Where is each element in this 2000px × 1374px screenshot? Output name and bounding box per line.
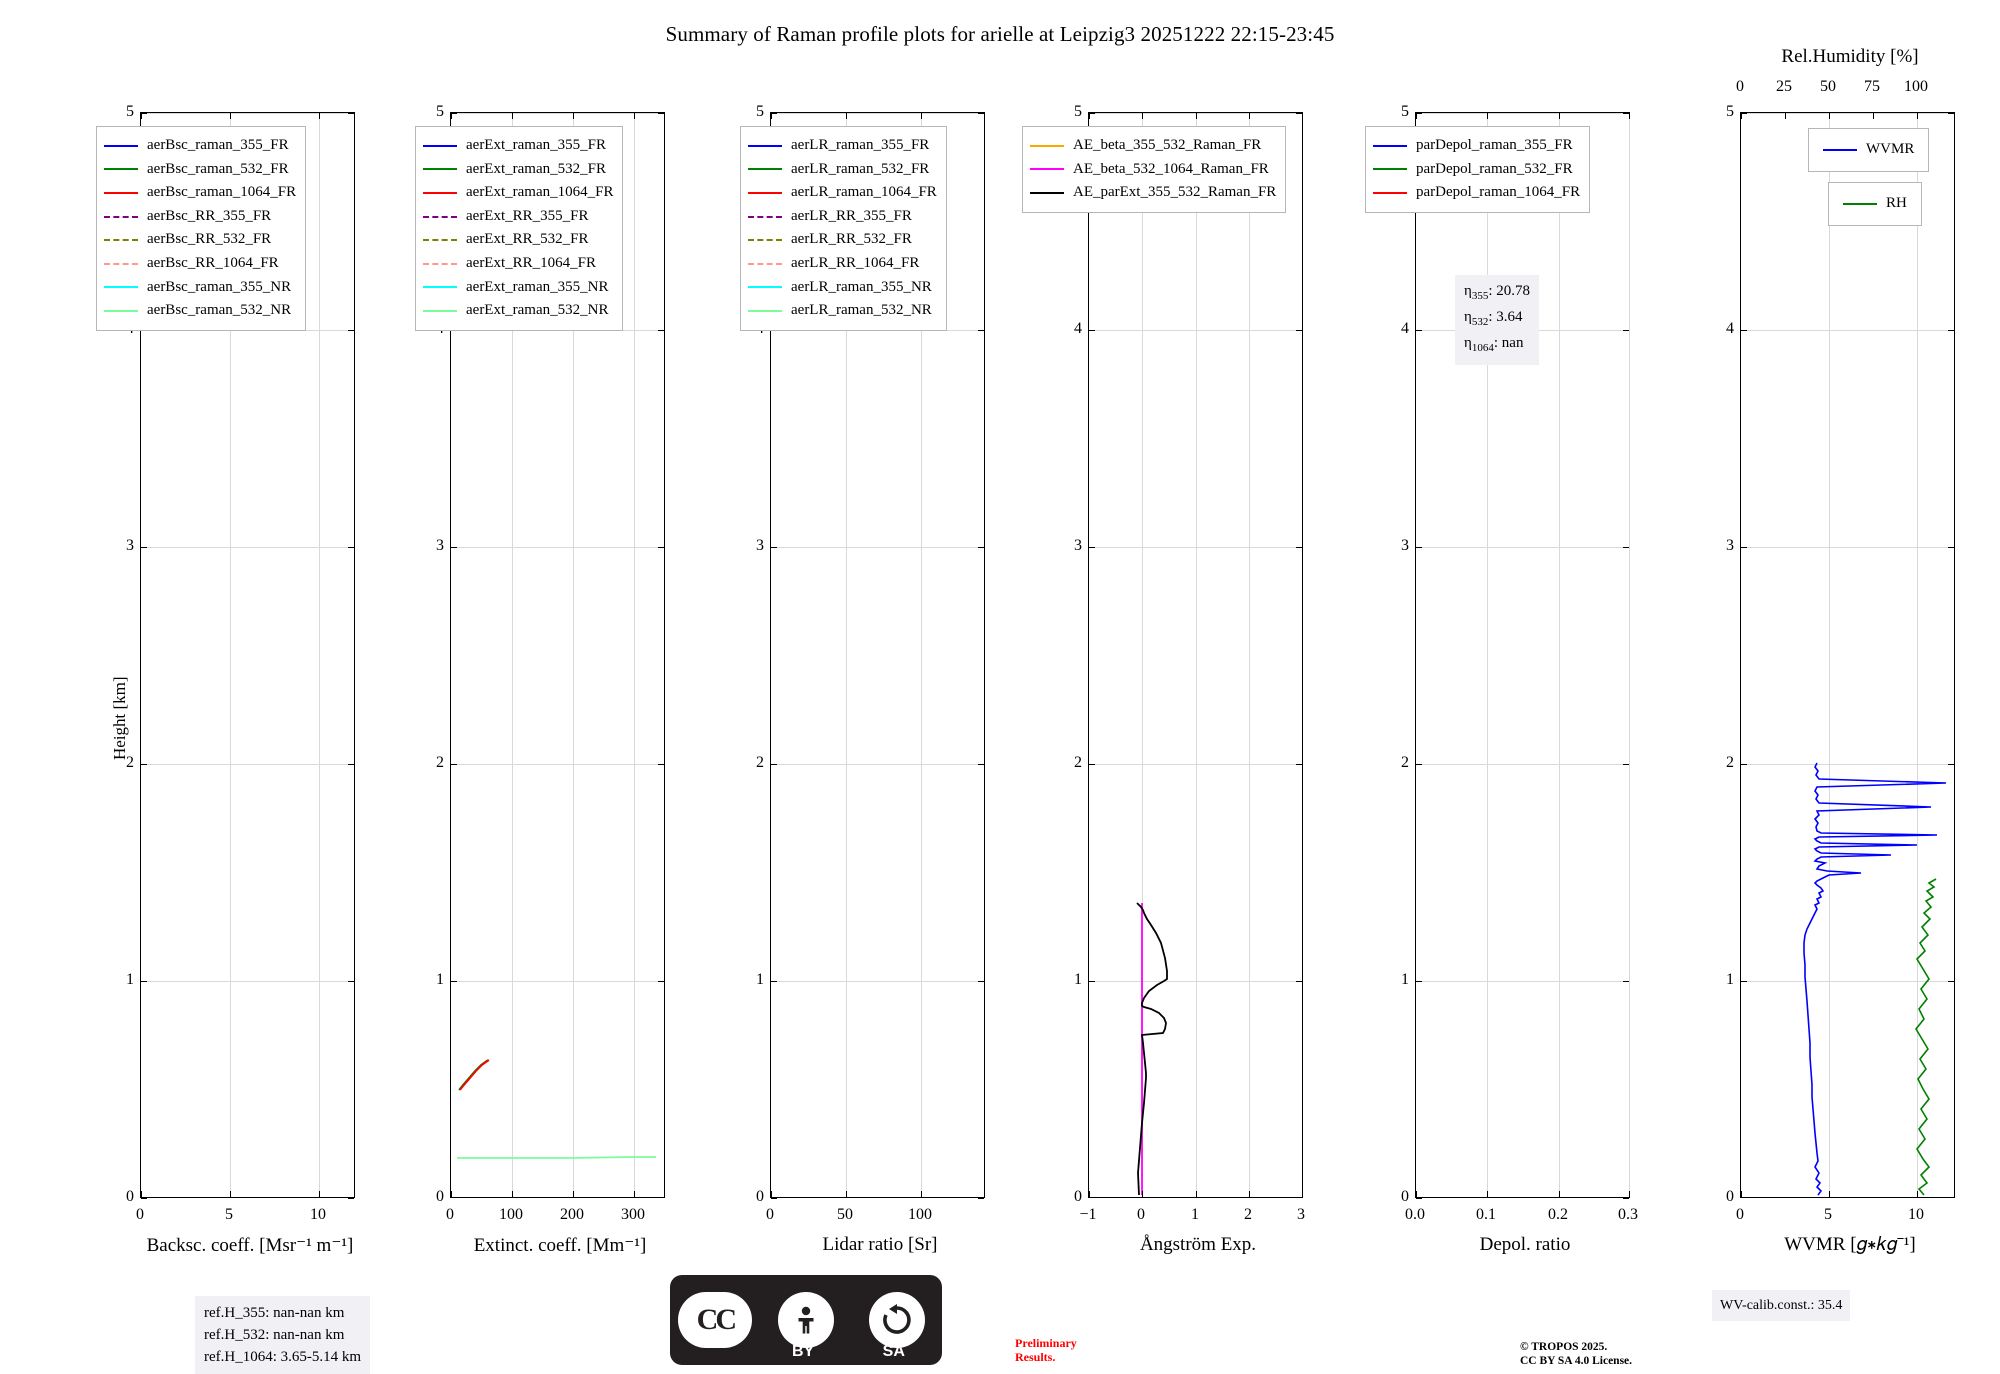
y-axis-label: Height [km] [110, 676, 129, 760]
lidar-ratio-xtick-0: 0 [766, 1206, 774, 1223]
wvmr-xtick-0: 0 [1736, 1206, 1744, 1223]
rh-xtick-1: 25 [1776, 78, 1792, 95]
legend-item[interactable] [423, 299, 613, 323]
legend-item[interactable] [748, 252, 937, 276]
angstroem-ytick-5: 5 [1074, 103, 1082, 120]
depol-ratio-ytick-5: 5 [1401, 103, 1409, 120]
legend-swatch-aerExt-raman-532-FR [423, 168, 457, 170]
legend-item[interactable] [748, 205, 937, 229]
wvmr-axes [1740, 112, 1955, 1198]
wvmr-legend [1808, 128, 1929, 172]
legend-item[interactable] [748, 181, 937, 205]
legend-item[interactable] [1373, 181, 1580, 205]
legend-swatch-aerBsc-RR-1064-FR [104, 263, 138, 265]
angstroem-data-lines [1089, 113, 1303, 1198]
wv-calib-note [1712, 1290, 1850, 1321]
legend-label: aerExt_raman_532_NR [466, 302, 609, 319]
legend-label: aerLR_RR_532_FR [791, 231, 912, 248]
lidar-ratio-ytick-1: 1 [756, 971, 764, 988]
extinction-xtick-3: 300 [621, 1206, 645, 1223]
legend-label: AE_beta_355_532_Raman_FR [1073, 137, 1262, 153]
legend-label: aerExt_raman_1064_FR [466, 184, 614, 201]
legend-item[interactable] [104, 228, 296, 252]
page-title: Summary of Raman profile plots for arielle at Leipzig3 20251222 22:15-23:45 [665, 22, 1335, 46]
legend-label: aerLR_RR_1064_FR [791, 254, 920, 271]
legend-label: aerBsc_raman_1064_FR [147, 184, 297, 201]
angstroem-axis-title: Ångström Exp. [1139, 1234, 1257, 1255]
cc-by-caption: BY [791, 1343, 815, 1360]
legend-swatch-aerExt-RR-1064-FR [423, 263, 457, 265]
lidar-ratio-ytick-3: 3 [756, 537, 764, 554]
legend-swatch-aerExt-RR-355-FR [423, 216, 457, 218]
extinction-ytick-2: 2 [436, 754, 444, 771]
cc-sa-caption: SA [882, 1343, 905, 1360]
eta-355-value: 20.78 [1496, 283, 1531, 299]
legend-item[interactable] [104, 252, 296, 276]
legend-swatch-AE-beta-355-532-Raman-FR [1030, 145, 1064, 147]
rh-xtick-0: 0 [1736, 78, 1744, 95]
legend-label: aerLR_raman_532_FR [791, 160, 930, 177]
wvmr-axis-title: WVMR [𝑔∗𝑘𝑔⁻¹] [1784, 1234, 1916, 1255]
legend-label: aerBsc_raman_532_FR [147, 160, 289, 177]
angstroem-xtick-4: 3 [1297, 1206, 1305, 1223]
legend-swatch-aerLR-raman-355-FR [748, 145, 782, 147]
wvmr-ytick-4: 4 [1726, 320, 1734, 337]
legend-item[interactable] [1823, 137, 1914, 163]
legend-swatch-aerLR-RR-355-FR [748, 216, 782, 218]
legend-item[interactable] [1030, 134, 1276, 158]
eta-355-row: $\eta_{355}$: 20.78 [1464, 283, 1531, 302]
legend-item[interactable] [104, 158, 296, 182]
legend-swatch-aerBsc-raman-532-NR [104, 310, 138, 312]
legend-item[interactable] [104, 181, 296, 205]
legend-item[interactable] [423, 134, 613, 158]
legend-label: aerBsc_raman_532_NR [147, 302, 292, 319]
eta-532-row: $\eta_{532}$: 3.64 [1464, 309, 1523, 328]
depol-ratio-legend [1365, 126, 1590, 213]
extinction-ytick-3: 3 [436, 537, 444, 554]
depol-ratio-ytick-3: 3 [1401, 537, 1409, 554]
backscatter-xtick-1: 5 [225, 1206, 233, 1223]
depol-ratio-ytick-0: 0 [1401, 1188, 1409, 1205]
legend-label: aerBsc_RR_355_FR [147, 207, 272, 224]
wvmr-xtick-1: 5 [1824, 1206, 1832, 1223]
lidar-ratio-ytick-2: 2 [756, 754, 764, 771]
depol-ratio-ytick-1: 1 [1401, 971, 1409, 988]
legend-label: aerLR_raman_532_NR [791, 302, 932, 319]
legend-label: aerExt_RR_532_FR [466, 231, 589, 248]
extinction-xtick-0: 0 [446, 1206, 454, 1223]
lidar-ratio-xtick-2: 100 [908, 1206, 932, 1223]
extinction-ytick-5: 5 [436, 103, 444, 120]
lidar-ratio-xtick-1: 50 [837, 1206, 853, 1223]
ref-h-355: ref.H_355: nan-nan km [204, 1305, 345, 1321]
legend-swatch-RH [1843, 203, 1877, 205]
extinction-axis-title: Extinct. coeff. [Mm⁻¹] [473, 1235, 647, 1256]
share-alike-icon [869, 1292, 925, 1348]
eta-1064-value: nan [1501, 335, 1524, 351]
legend-item[interactable] [104, 205, 296, 229]
angstroem-xtick-2: 1 [1191, 1206, 1199, 1223]
ref-h-1064: ref.H_1064: 3.65-5.14 km [204, 1349, 362, 1365]
backscatter-axis-title: Backsc. coeff. [Msr⁻¹ m⁻¹] [146, 1235, 354, 1256]
backscatter-xtick-2: 10 [310, 1206, 326, 1223]
legend-label: aerLR_raman_355_NR [791, 278, 932, 295]
legend-swatch-aerExt-RR-532-FR [423, 239, 457, 241]
ref-h-532: ref.H_532: nan-nan km [204, 1327, 345, 1343]
panel-angstroem [1074, 103, 1318, 1255]
legend-label: aerLR_raman_1064_FR [791, 184, 937, 201]
legend-label: aerExt_RR_1064_FR [466, 254, 596, 271]
legend-label: parDepol_raman_355_FR [1416, 137, 1573, 153]
legend-swatch-aerBsc-RR-532-FR [104, 239, 138, 241]
extinction-legend [415, 126, 623, 331]
backscatter-ytick-0: 0 [126, 1188, 134, 1205]
cc-icon: CC [678, 1292, 752, 1348]
backscatter-ytick-1: 1 [126, 971, 134, 988]
preliminary-line-2: Results. [1015, 1350, 1056, 1364]
legend-swatch-aerLR-RR-532-FR [748, 239, 782, 241]
preliminary-line-1: Preliminary [1015, 1336, 1077, 1350]
legend-item[interactable] [748, 134, 937, 158]
legend-item[interactable] [104, 134, 296, 158]
eta-1064-row: $\eta_{1064}$: nan [1464, 335, 1524, 354]
legend-swatch-aerBsc-raman-355-NR [104, 286, 138, 288]
legend-swatch-aerBsc-raman-1064-FR [104, 192, 138, 194]
lidar-ratio-ytick-0: 0 [756, 1188, 764, 1205]
legend-label: parDepol_raman_1064_FR [1416, 184, 1581, 201]
backscatter-ytick-2: 2 [126, 754, 134, 771]
depol-ratio-ytick-4: 4 [1401, 320, 1409, 337]
backscatter-ytick-3: 3 [126, 537, 134, 554]
angstroem-xtick-3: 2 [1244, 1206, 1252, 1223]
legend-swatch-WVMR [1823, 149, 1857, 151]
legend-label: aerLR_raman_355_FR [791, 137, 930, 153]
depol-ratio-xtick-0: 0.0 [1405, 1206, 1425, 1223]
legend-swatch-AE-beta-532-1064-Raman-FR [1030, 168, 1064, 170]
tropos-line-2: CC BY SA 4.0 License. [1520, 1355, 1633, 1367]
extinction-ytick-0: 0 [436, 1188, 444, 1205]
legend-item[interactable] [1373, 134, 1580, 158]
legend-item[interactable] [104, 276, 296, 300]
legend-label: aerBsc_RR_532_FR [147, 231, 272, 248]
extinction-xtick-1: 100 [499, 1206, 523, 1223]
legend-label: AE_parExt_355_532_Raman_FR [1073, 184, 1277, 201]
angstroem-ytick-4: 4 [1074, 320, 1082, 337]
legend-item[interactable] [748, 299, 937, 323]
angstroem-ytick-2: 2 [1074, 754, 1082, 771]
wvmr-ytick-1: 1 [1726, 971, 1734, 988]
legend-label: aerBsc_raman_355_FR [147, 137, 289, 153]
rh-xtick-3: 75 [1864, 78, 1880, 95]
legend-label: aerExt_RR_355_FR [466, 207, 589, 224]
legend-label: AE_beta_532_1064_Raman_FR [1073, 160, 1269, 177]
legend-swatch-aerBsc-RR-355-FR [104, 216, 138, 218]
reference-height-box [195, 1296, 370, 1374]
lidar-ratio-ytick-5: 5 [756, 103, 764, 120]
legend-item[interactable] [1030, 181, 1276, 205]
legend-swatch-aerLR-raman-355-NR [748, 286, 782, 288]
legend-label: aerExt_raman_355_NR [466, 278, 609, 295]
legend-item[interactable] [748, 276, 937, 300]
angstroem-xtick-0: −1 [1079, 1206, 1097, 1223]
legend-item[interactable] [423, 158, 613, 182]
angstroem-legend [1022, 126, 1286, 213]
rh-legend [1828, 182, 1922, 226]
angstroem-ytick-3: 3 [1074, 537, 1082, 554]
legend-swatch-AE-parExt-355-532-Raman-FR [1030, 192, 1064, 194]
backscatter-xtick-0: 0 [136, 1206, 144, 1223]
legend-swatch-aerExt-raman-532-NR [423, 310, 457, 312]
angstroem-xtick-1: 0 [1137, 1206, 1145, 1223]
legend-item[interactable] [423, 252, 613, 276]
wvmr-ytick-5: 5 [1726, 103, 1734, 120]
legend-item[interactable] [748, 158, 937, 182]
rh-xtick-4: 100 [1904, 78, 1928, 95]
extinction-xtick-2: 200 [560, 1206, 584, 1223]
backscatter-ytick-5: 5 [126, 103, 134, 120]
legend-swatch-parDepol-raman-1064-FR [1373, 192, 1407, 194]
legend-label: parDepol_raman_532_FR [1416, 160, 1573, 177]
depol-ratio-xtick-2: 0.2 [1548, 1206, 1568, 1223]
legend-swatch-parDepol-raman-355-FR [1373, 145, 1407, 147]
legend-swatch-aerLR-raman-1064-FR [748, 192, 782, 194]
backscatter-legend [96, 126, 306, 331]
depol-ratio-xtick-3: 0.3 [1618, 1206, 1638, 1223]
legend-swatch-aerExt-raman-1064-FR [423, 192, 457, 194]
panel-wvmr [1726, 46, 1970, 1255]
depol-ratio-ytick-2: 2 [1401, 754, 1409, 771]
legend-swatch-aerExt-raman-355-FR [423, 145, 457, 147]
tropos-copyright [1520, 1340, 1632, 1368]
legend-swatch-aerBsc-raman-355-FR [104, 145, 138, 147]
legend-swatch-aerExt-raman-355-NR [423, 286, 457, 288]
legend-item[interactable] [423, 181, 613, 205]
legend-swatch-aerBsc-raman-532-FR [104, 168, 138, 170]
wvmr-ytick-3: 3 [1726, 537, 1734, 554]
legend-swatch-aerLR-raman-532-NR [748, 310, 782, 312]
legend-item[interactable] [423, 276, 613, 300]
legend-label: aerLR_RR_355_FR [791, 207, 912, 224]
wvmr-xtick-2: 10 [1908, 1206, 1924, 1223]
lidar-ratio-legend [740, 126, 947, 331]
legend-label: WVMR [1866, 141, 1915, 158]
legend-item[interactable] [423, 205, 613, 229]
creative-commons-badge [670, 1275, 942, 1365]
attribution-person-icon [778, 1292, 834, 1348]
depol-ratio-xtick-1: 0.1 [1476, 1206, 1496, 1223]
wv-calib-note-text: WV-calib.const.: 35.4 [1720, 1298, 1843, 1313]
extinction-ytick-1: 1 [436, 971, 444, 988]
eta-532-value: 3.64 [1496, 309, 1523, 325]
legend-swatch-parDepol-raman-532-FR [1373, 168, 1407, 170]
legend-item[interactable] [1843, 191, 1907, 217]
rh-axis-title: Rel.Humidity [%] [1781, 46, 1919, 67]
angstroem-axes [1088, 112, 1303, 1198]
depol-ratio-axis-title: Depol. ratio [1479, 1234, 1571, 1255]
wvmr-data-lines [1741, 113, 1955, 1198]
legend-swatch-aerLR-RR-1064-FR [748, 263, 782, 265]
rh-xtick-2: 50 [1820, 78, 1836, 95]
lidar-ratio-axis-title: Lidar ratio [Sr] [822, 1234, 938, 1255]
legend-swatch-aerLR-raman-532-FR [748, 168, 782, 170]
legend-label: RH [1886, 195, 1907, 212]
legend-item[interactable] [748, 228, 937, 252]
eta-annotation-box [1455, 275, 1539, 365]
wvmr-ytick-0: 0 [1726, 1188, 1734, 1205]
legend-item[interactable] [1373, 158, 1580, 182]
legend-label: aerBsc_RR_1064_FR [147, 254, 279, 271]
angstroem-ytick-0: 0 [1074, 1188, 1082, 1205]
legend-label: aerBsc_raman_355_NR [147, 278, 292, 295]
legend-item[interactable] [1030, 158, 1276, 182]
wvmr-ytick-2: 2 [1726, 754, 1734, 771]
angstroem-ytick-1: 1 [1074, 971, 1082, 988]
legend-label: aerExt_raman_532_FR [466, 160, 606, 177]
tropos-line-1: © TROPOS 2025. [1520, 1341, 1608, 1353]
legend-item[interactable] [423, 228, 613, 252]
legend-label: aerExt_raman_355_FR [466, 137, 606, 153]
legend-item[interactable] [104, 299, 296, 323]
